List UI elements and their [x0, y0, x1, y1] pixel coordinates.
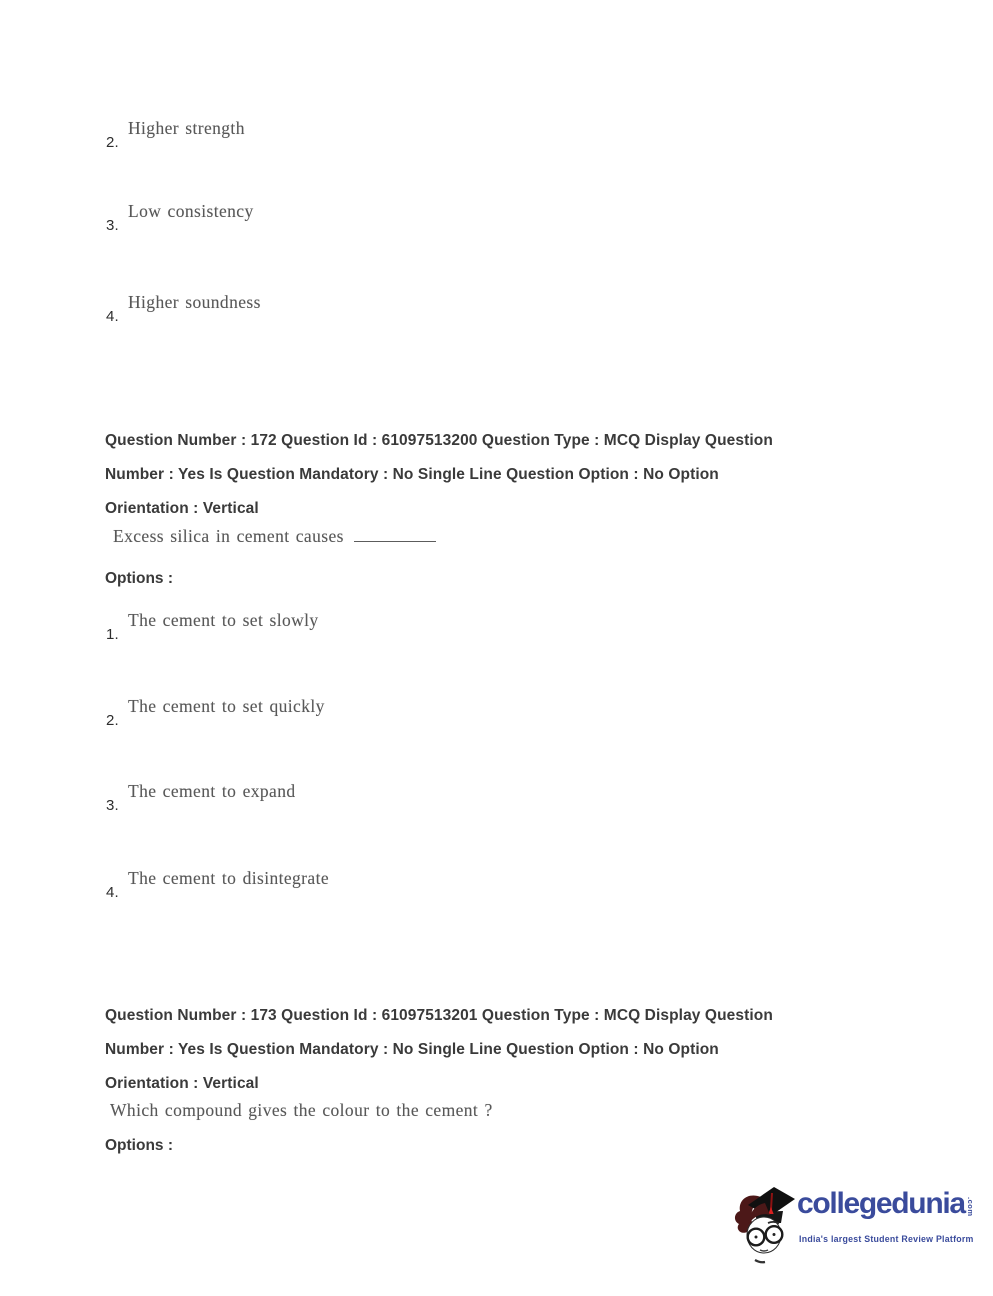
- question-173-meta: [105, 999, 900, 1101]
- option-number: 4.: [106, 308, 119, 325]
- brand-tagline: India's largest Student Review Platform: [799, 1234, 974, 1244]
- option-text: Higher soundness: [128, 292, 261, 312]
- question-text: Excess silica in cement causes: [113, 526, 344, 546]
- option-text: The cement to set slowly: [128, 610, 319, 630]
- meta-line: Question Number : 172 Question Id : 61097513200 Question Type : MCQ Display Question: [105, 432, 773, 449]
- option-row: [106, 781, 526, 817]
- collegedunia-logo[interactable]: [731, 1184, 975, 1268]
- brand-wordmark: [797, 1188, 975, 1220]
- option-number: 4.: [106, 884, 119, 901]
- meta-line: Number : Yes Is Question Mandatory : No Single Line Question Option : No Option: [105, 466, 719, 483]
- option-row: [106, 696, 526, 732]
- options-label: Options :: [105, 570, 174, 587]
- option-row: [106, 201, 526, 237]
- option-row: [106, 610, 526, 646]
- option-number: 3.: [106, 217, 119, 234]
- option-row: [106, 292, 526, 328]
- option-number: 2.: [106, 712, 119, 729]
- answer-blank: [354, 525, 436, 542]
- brand-tld: .com: [965, 1197, 975, 1217]
- question-172-text: [113, 525, 436, 547]
- option-text: The cement to set quickly: [128, 696, 325, 716]
- collegedunia-mascot-icon: [731, 1184, 795, 1266]
- question-173-text: Which compound gives the colour to the cement ?: [110, 1100, 493, 1120]
- question-172-meta: [105, 424, 900, 526]
- option-text: The cement to disintegrate: [128, 868, 330, 888]
- meta-line: Orientation : Vertical: [105, 1075, 259, 1092]
- options-label: Options :: [105, 1137, 174, 1154]
- option-number: 3.: [106, 797, 119, 814]
- meta-line: Question Number : 173 Question Id : 61097513201 Question Type : MCQ Display Question: [105, 1007, 773, 1024]
- option-text: Higher strength: [128, 118, 245, 138]
- option-text: The cement to expand: [128, 781, 296, 801]
- option-number: 2.: [106, 134, 119, 151]
- option-number: 1.: [106, 626, 119, 643]
- meta-line: Number : Yes Is Question Mandatory : No Single Line Question Option : No Option: [105, 1041, 719, 1058]
- meta-line: Orientation : Vertical: [105, 500, 259, 517]
- option-row: [106, 868, 526, 904]
- option-text: Low consistency: [128, 201, 254, 221]
- option-row: [106, 118, 526, 154]
- brand-name: collegedunia: [797, 1187, 965, 1220]
